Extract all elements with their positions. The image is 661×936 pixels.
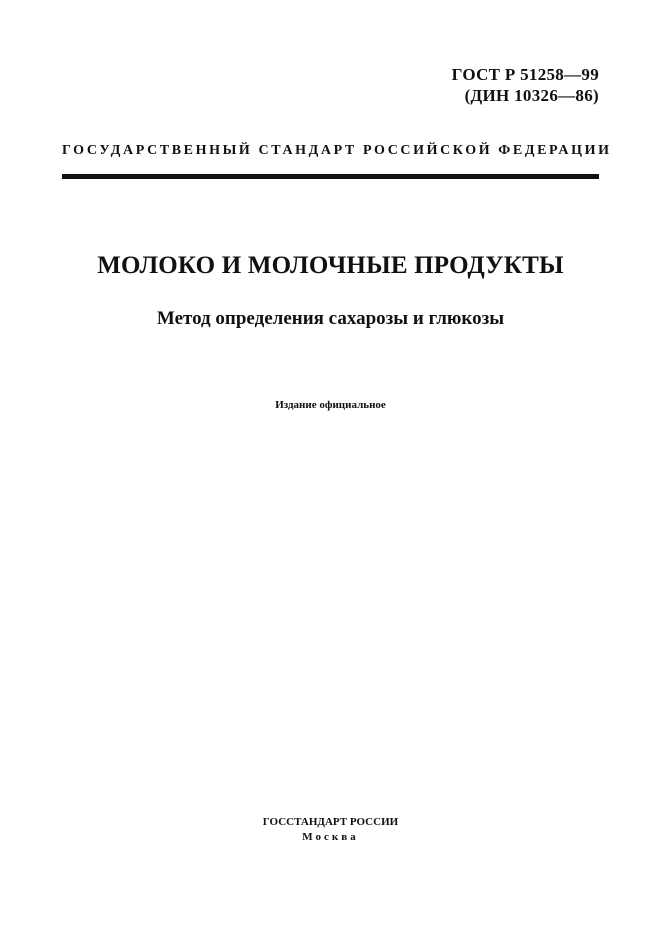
edition-note: Издание официальное [275,399,386,411]
standard-type-heading: ГОСУДАРСТВЕННЫЙ СТАНДАРТ РОССИЙСКОЙ ФЕДЕРАЦИИ [62,143,612,158]
document-identifiers [452,64,599,106]
publisher-city: Москва [302,831,359,843]
din-number: (ДИН 10326—86) [464,86,599,105]
publisher-name: ГОССТАНДАРТ РОССИИ [262,816,399,828]
header-divider [62,174,599,179]
main-title: МОЛОКО И МОЛОЧНЫЕ ПРОДУКТЫ [97,252,564,279]
publisher-block [0,815,661,845]
subtitle: Метод определения сахарозы и глюкозы [156,308,505,329]
gost-number: ГОСТ Р 51258—99 [451,65,599,84]
